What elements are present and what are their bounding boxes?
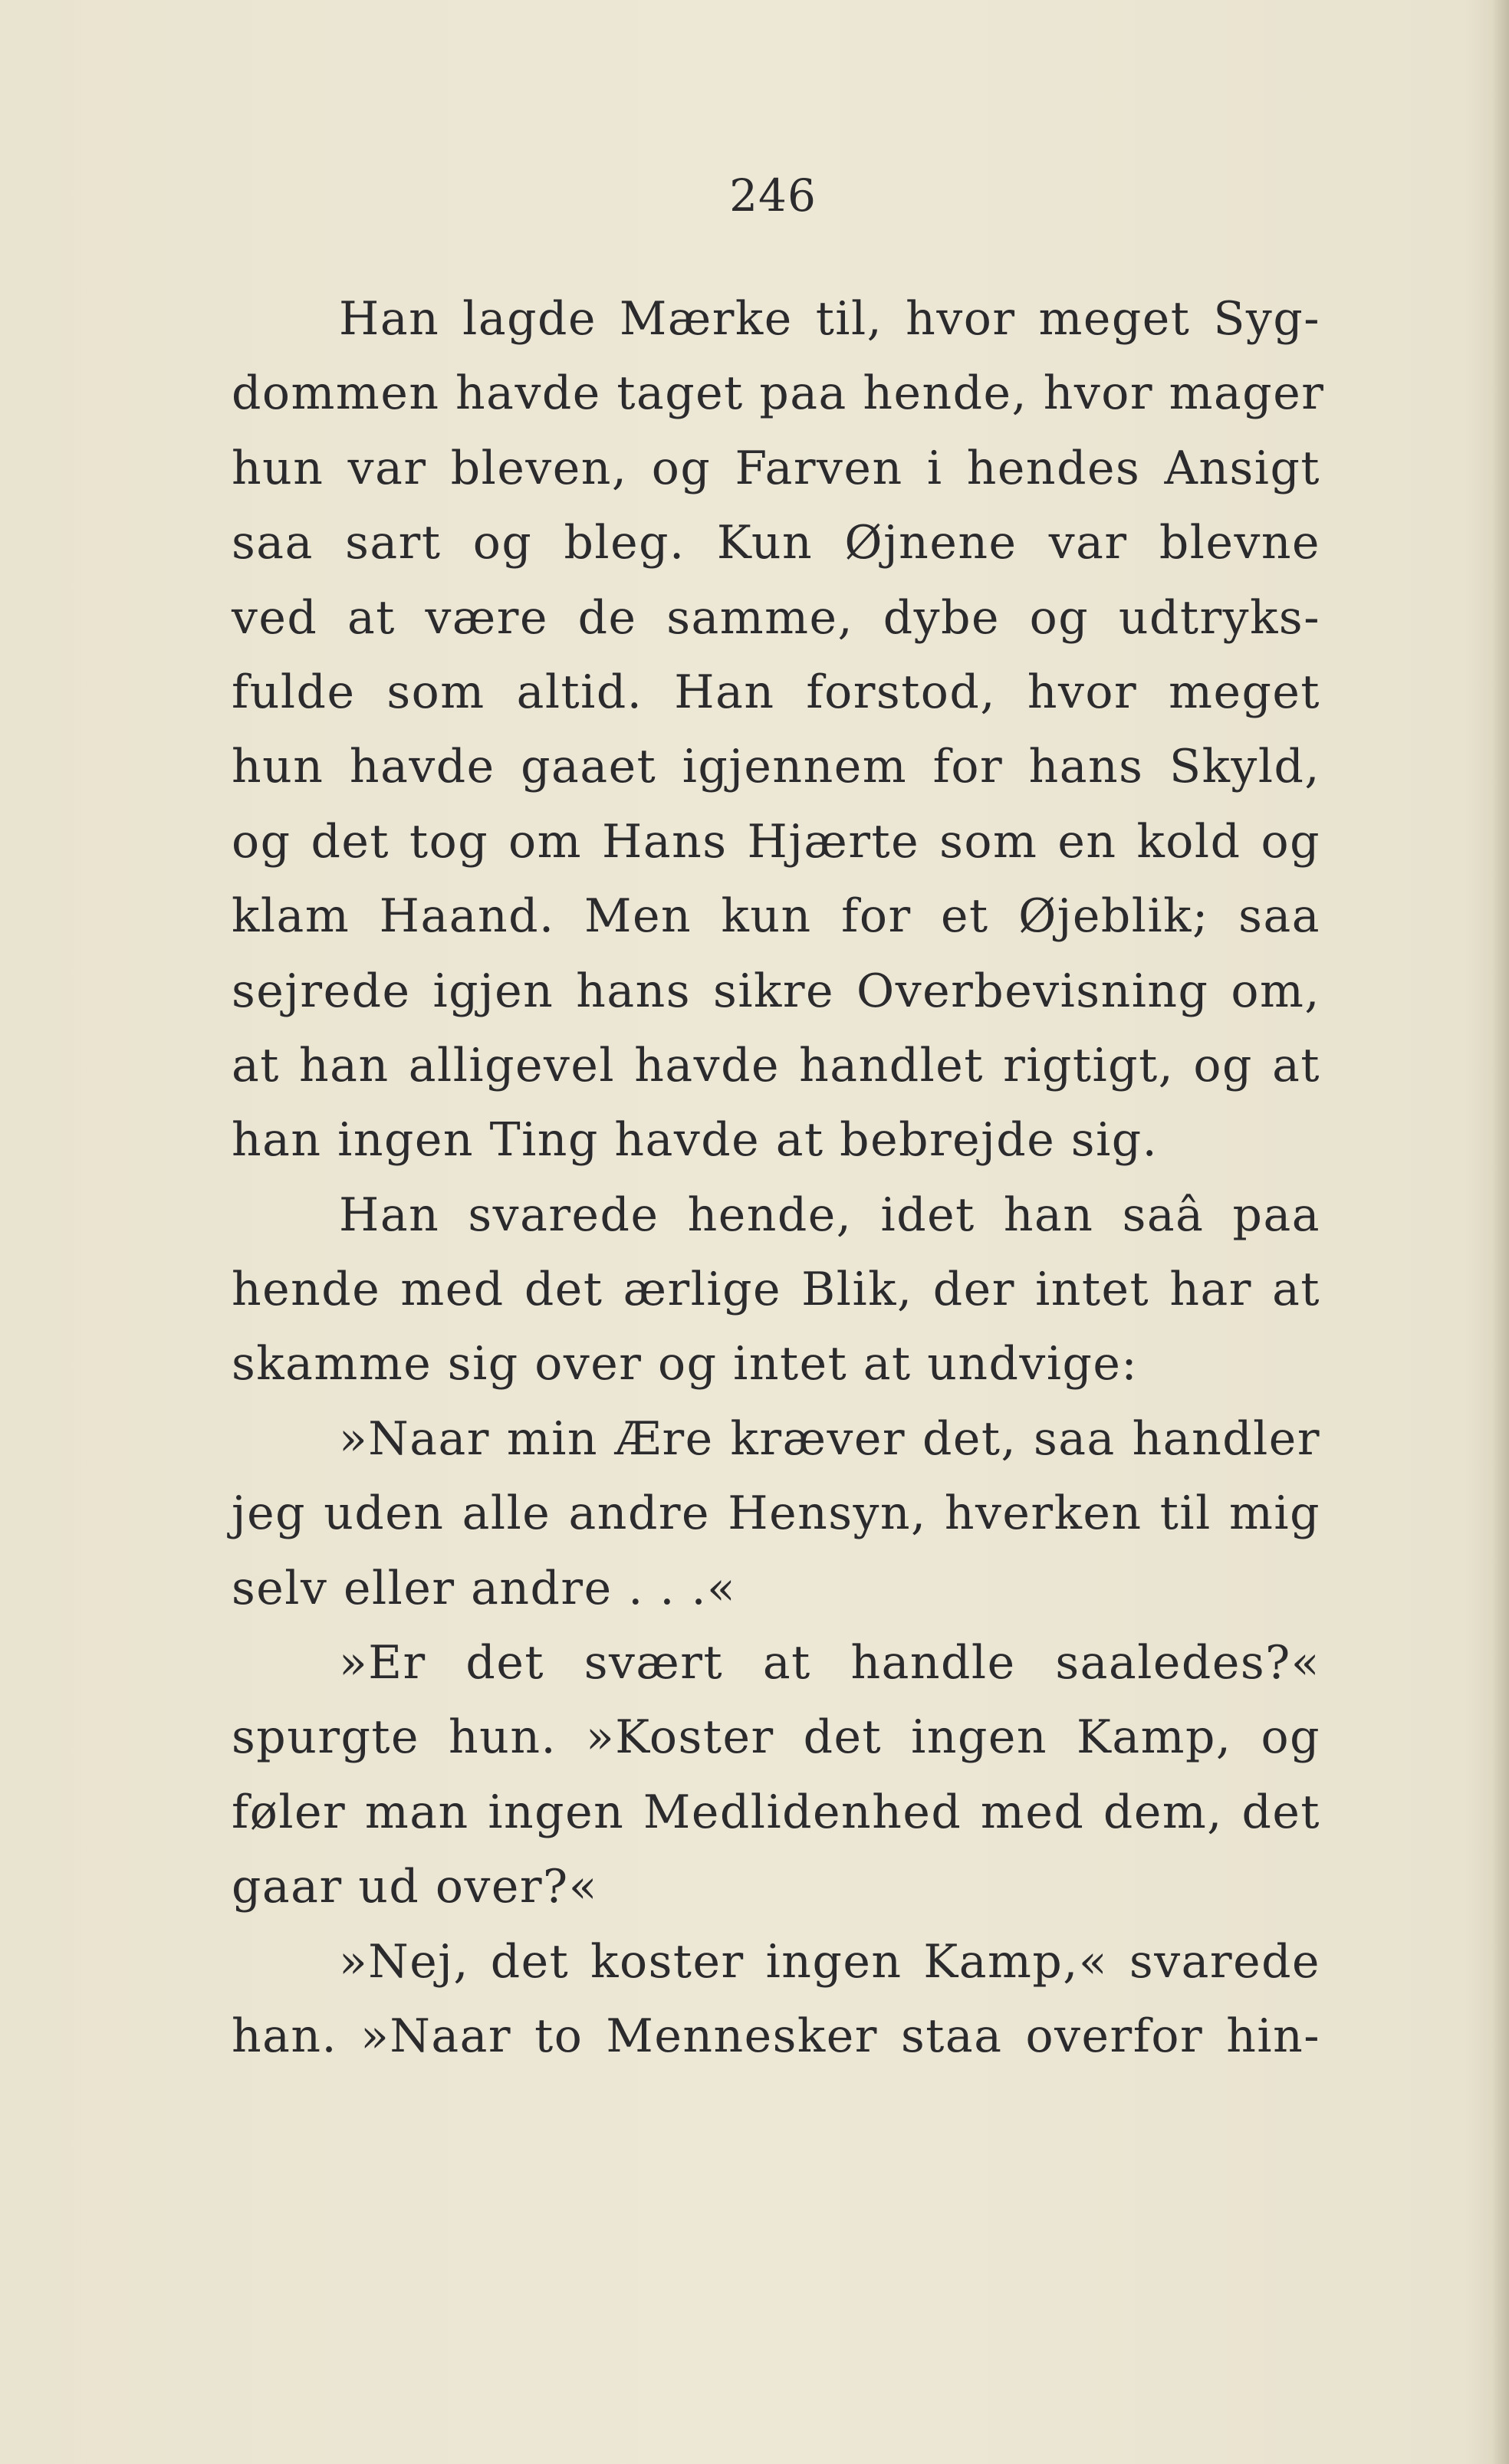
- text-line: spurgte hun. »Koster det ingen Kamp, og: [232, 1710, 1320, 1765]
- text-line: selv eller andre . . .«: [232, 1561, 737, 1615]
- body-text: [232, 282, 1325, 2074]
- text-line: hun var bleven, og Farven i hendes Ansigt: [232, 441, 1320, 495]
- text-line: fulde som altid. Han forstod, hvor meget: [232, 665, 1320, 719]
- text-line: saa sart og bleg. Kun Øjnene var blevne: [232, 516, 1320, 570]
- text-line: Han svarede hende, idet han saâ paa: [339, 1188, 1320, 1242]
- text-line: klam Haand. Men kun for et Øjeblik; saa: [232, 889, 1320, 944]
- text-line: hende med det ærlige Blik, der intet har at: [232, 1263, 1320, 1317]
- text-line: og det tog om Hans Hjærte som en kold og: [232, 814, 1320, 869]
- text-line: hun havde gaaet igjennem for hans Skyld,: [232, 740, 1320, 794]
- text-line: dommen havde taget paa hende, hvor mager: [232, 366, 1325, 421]
- text-line: gaar ud over?«: [232, 1860, 598, 1914]
- text-line: jeg uden alle andre Hensyn, hverken til mig: [232, 1487, 1320, 1541]
- text-line: skamme sig over og intet at undvige:: [232, 1337, 1139, 1391]
- text-line: han ingen Ting havde at bebrejde sig.: [232, 1113, 1159, 1168]
- text-line: »Nej, det koster ingen Kamp,« svarede: [339, 1934, 1320, 1989]
- text-line: han. »Naar to Mennesker staa overfor hin-: [232, 2009, 1320, 2063]
- text-line: »Er det svært at handle saaledes?«: [339, 1636, 1320, 1690]
- page-edge-shadow: [1492, 0, 1509, 2464]
- text-line: ved at være de samme, dybe og udtryks-: [232, 590, 1320, 645]
- page-number: 246: [729, 169, 817, 222]
- text-line: føler man ingen Medlidenhed med dem, det: [232, 1785, 1320, 1839]
- text-line: »Naar min Ære kræver det, saa handler: [339, 1411, 1320, 1466]
- text-line: Han lagde Mærke til, hvor meget Syg-: [339, 292, 1320, 346]
- text-line: sejrede igjen hans sikre Overbevisning om,: [232, 964, 1320, 1018]
- text-line: at han alligevel havde handlet rigtigt, og at: [232, 1038, 1320, 1092]
